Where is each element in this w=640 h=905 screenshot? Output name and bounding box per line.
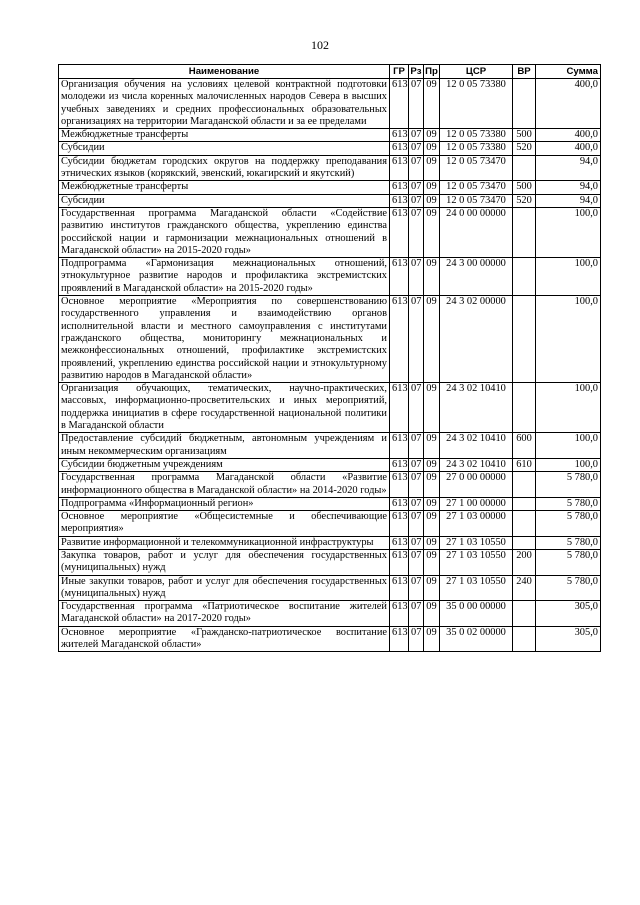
row-rz: 07 (409, 472, 424, 498)
row-pr: 09 (424, 497, 440, 510)
table-row (59, 207, 601, 257)
row-vr (513, 296, 536, 383)
row-vr (513, 383, 536, 433)
row-pr: 09 (424, 433, 440, 459)
table-header-row (59, 65, 601, 79)
row-vr (513, 626, 536, 652)
table-row (59, 155, 601, 181)
table-row (59, 181, 601, 194)
row-rz: 07 (409, 549, 424, 575)
table-row (59, 433, 601, 459)
row-rz: 07 (409, 575, 424, 601)
row-gr: 613 (390, 383, 409, 433)
row-gr: 613 (390, 194, 409, 207)
row-csr: 12 0 05 73470 (440, 155, 513, 181)
row-gr: 613 (390, 601, 409, 627)
row-vr: 200 (513, 549, 536, 575)
header-name: Наименование (59, 65, 390, 79)
row-pr: 09 (424, 258, 440, 296)
row-gr: 613 (390, 142, 409, 155)
row-gr: 613 (390, 536, 409, 549)
row-name: Субсидии бюджетным учреждениям (59, 458, 390, 471)
table-row (59, 383, 601, 433)
row-sum: 5 780,0 (536, 575, 601, 601)
header-gr: ГР (390, 65, 409, 79)
row-csr: 12 0 05 73470 (440, 181, 513, 194)
row-sum: 100,0 (536, 433, 601, 459)
row-rz: 07 (409, 536, 424, 549)
table-row (59, 511, 601, 537)
row-pr: 09 (424, 194, 440, 207)
row-pr: 09 (424, 458, 440, 471)
row-csr: 12 0 05 73380 (440, 129, 513, 142)
row-csr: 12 0 05 73380 (440, 79, 513, 129)
row-sum: 5 780,0 (536, 549, 601, 575)
row-gr: 613 (390, 258, 409, 296)
row-csr: 12 0 05 73470 (440, 194, 513, 207)
row-pr: 09 (424, 511, 440, 537)
row-pr: 09 (424, 79, 440, 129)
row-pr: 09 (424, 549, 440, 575)
row-sum: 94,0 (536, 155, 601, 181)
row-name: Иные закупки товаров, работ и услуг для обеспечения государственных (муниципальных) нужд (59, 575, 390, 601)
row-pr: 09 (424, 207, 440, 257)
row-name: Государственная программа Магаданской области «Содействие развитию институтов гражданского общества, укреплению единства российской нации и гармонизации межнациональных отношений в Магаданской области» на 2015-2020 годы» (59, 207, 390, 257)
row-name: Предоставление субсидий бюджетным, автономным учреждениям и иным некоммерческим организациям (59, 433, 390, 459)
row-gr: 613 (390, 79, 409, 129)
row-csr: 27 0 00 00000 (440, 472, 513, 498)
row-vr (513, 511, 536, 537)
row-name: Основное мероприятие «Гражданско-патриотическое воспитание жителей Магаданской области» (59, 626, 390, 652)
table-body (59, 79, 601, 652)
row-sum: 94,0 (536, 181, 601, 194)
row-sum: 94,0 (536, 194, 601, 207)
row-sum: 400,0 (536, 79, 601, 129)
row-gr: 613 (390, 129, 409, 142)
page-number: 102 (311, 38, 329, 52)
row-name: Субсидии (59, 194, 390, 207)
row-sum: 100,0 (536, 207, 601, 257)
row-name: Подпрограмма «Гармонизация межнациональных отношений, этнокультурное развитие народов и профилактика экстремистских проявлений в Магаданской области» на 2015-2020 годы» (59, 258, 390, 296)
row-name: Основное мероприятие «Мероприятия по совершенствованию государственного управления и взаимодействию органов исполнительной власти и местного самоуправления с институтами гражданского общества, мониторингу межнациональных и межконфессиональных отношений, профилактике экстремистских проявлений, укреплению единства российской нации и этнокультурному развитию народов в Магаданской области» (59, 296, 390, 383)
row-sum: 100,0 (536, 383, 601, 433)
row-vr: 600 (513, 433, 536, 459)
table-row (59, 142, 601, 155)
row-sum: 100,0 (536, 296, 601, 383)
row-name: Закупка товаров, работ и услуг для обеспечения государственных (муниципальных) нужд (59, 549, 390, 575)
table-row (59, 194, 601, 207)
row-pr: 09 (424, 296, 440, 383)
row-gr: 613 (390, 181, 409, 194)
row-vr: 500 (513, 181, 536, 194)
row-vr (513, 155, 536, 181)
row-pr: 09 (424, 626, 440, 652)
row-sum: 5 780,0 (536, 511, 601, 537)
row-gr: 613 (390, 497, 409, 510)
row-gr: 613 (390, 575, 409, 601)
header-csr: ЦСР (440, 65, 513, 79)
row-gr: 613 (390, 549, 409, 575)
row-name: Организация обучения на условиях целевой контрактной подготовки молодежи из числа коренных малочисленных народов Севера в высших учебных заведениях и средних профессиональных образовательных организациях на территории Магаданской области и за ее пределами (59, 79, 390, 129)
header-vr: ВР (513, 65, 536, 79)
row-rz: 07 (409, 129, 424, 142)
row-pr: 09 (424, 383, 440, 433)
row-csr: 35 0 00 00000 (440, 601, 513, 627)
row-rz: 07 (409, 258, 424, 296)
table-row (59, 258, 601, 296)
row-gr: 613 (390, 296, 409, 383)
table-row (59, 575, 601, 601)
row-vr: 500 (513, 129, 536, 142)
row-name: Межбюджетные трансферты (59, 129, 390, 142)
row-vr (513, 536, 536, 549)
row-pr: 09 (424, 155, 440, 181)
row-vr (513, 207, 536, 257)
row-sum: 5 780,0 (536, 497, 601, 510)
row-vr (513, 79, 536, 129)
row-pr: 09 (424, 181, 440, 194)
row-vr (513, 258, 536, 296)
row-rz: 07 (409, 79, 424, 129)
row-gr: 613 (390, 458, 409, 471)
row-pr: 09 (424, 601, 440, 627)
row-csr: 27 1 03 10550 (440, 575, 513, 601)
row-sum: 100,0 (536, 458, 601, 471)
row-rz: 07 (409, 601, 424, 627)
row-name: Межбюджетные трансферты (59, 181, 390, 194)
row-rz: 07 (409, 626, 424, 652)
row-csr: 24 3 02 10410 (440, 458, 513, 471)
row-sum: 400,0 (536, 142, 601, 155)
row-pr: 09 (424, 142, 440, 155)
row-sum: 305,0 (536, 601, 601, 627)
row-pr: 09 (424, 129, 440, 142)
row-csr: 24 3 02 10410 (440, 433, 513, 459)
row-csr: 12 0 05 73380 (440, 142, 513, 155)
row-rz: 07 (409, 207, 424, 257)
table-row (59, 536, 601, 549)
row-vr (513, 497, 536, 510)
row-rz: 07 (409, 458, 424, 471)
row-csr: 24 3 02 10410 (440, 383, 513, 433)
row-rz: 07 (409, 497, 424, 510)
row-csr: 27 1 03 00000 (440, 511, 513, 537)
row-gr: 613 (390, 155, 409, 181)
row-name: Субсидии бюджетам городских округов на поддержку преподавания этнических языков (корякский, эвенский, юкагирский и якутский) (59, 155, 390, 181)
row-sum: 5 780,0 (536, 536, 601, 549)
row-sum: 400,0 (536, 129, 601, 142)
row-pr: 09 (424, 575, 440, 601)
table-row (59, 601, 601, 627)
row-name: Основное мероприятие «Общесистемные и обеспечивающие мероприятия» (59, 511, 390, 537)
row-rz: 07 (409, 194, 424, 207)
row-gr: 613 (390, 626, 409, 652)
row-gr: 613 (390, 511, 409, 537)
header-sum: Сумма (536, 65, 601, 79)
table-row (59, 296, 601, 383)
table-row (59, 549, 601, 575)
row-vr: 240 (513, 575, 536, 601)
row-vr: 520 (513, 194, 536, 207)
row-vr: 520 (513, 142, 536, 155)
row-csr: 35 0 02 00000 (440, 626, 513, 652)
row-pr: 09 (424, 536, 440, 549)
header-rz: Рз (410, 66, 422, 77)
row-gr: 613 (390, 433, 409, 459)
row-pr: 09 (424, 472, 440, 498)
row-vr: 610 (513, 458, 536, 471)
table-row (59, 626, 601, 652)
row-rz: 07 (409, 142, 424, 155)
row-vr (513, 601, 536, 627)
row-sum: 5 780,0 (536, 472, 601, 498)
row-rz: 07 (409, 181, 424, 194)
row-sum: 305,0 (536, 626, 601, 652)
row-csr: 27 1 03 10550 (440, 536, 513, 549)
row-csr: 24 3 02 00000 (440, 296, 513, 383)
row-name: Развитие информационной и телекоммуникационной инфраструктуры (59, 536, 390, 549)
row-csr: 24 3 00 00000 (440, 258, 513, 296)
table-row (59, 79, 601, 129)
row-csr: 24 0 00 00000 (440, 207, 513, 257)
row-sum: 100,0 (536, 258, 601, 296)
row-gr: 613 (390, 207, 409, 257)
row-csr: 27 1 03 10550 (440, 549, 513, 575)
table-row (59, 129, 601, 142)
table-row (59, 472, 601, 498)
row-rz: 07 (409, 383, 424, 433)
table-row (59, 458, 601, 471)
row-vr (513, 472, 536, 498)
row-csr: 27 1 00 00000 (440, 497, 513, 510)
row-rz: 07 (409, 511, 424, 537)
row-gr: 613 (390, 472, 409, 498)
row-name: Субсидии (59, 142, 390, 155)
row-rz: 07 (409, 296, 424, 383)
row-name: Подпрограмма «Информационный регион» (59, 497, 390, 510)
budget-table (58, 64, 601, 652)
table-row (59, 497, 601, 510)
row-rz: 07 (409, 155, 424, 181)
row-name: Организация обучающих, тематических, научно-практических, массовых, информационно-просветительских и иных мероприятий, поддержка инициатив в сфере государственной национальной политики в Магаданской области (59, 383, 390, 433)
row-name: Государственная программа «Патриотическое воспитание жителей Магаданской области» на 2017-2020 годы» (59, 601, 390, 627)
header-pr: Пр (425, 66, 438, 77)
row-rz: 07 (409, 433, 424, 459)
row-name: Государственная программа Магаданской области «Развитие информационного общества в Магаданской области» на 2014-2020 годы» (59, 472, 390, 498)
